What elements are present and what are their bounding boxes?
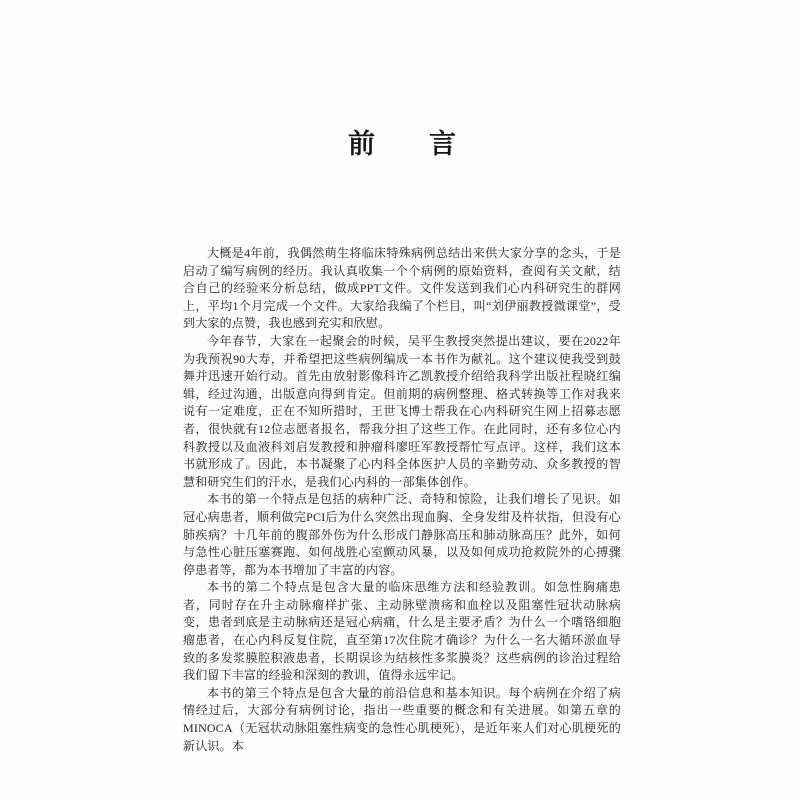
page-title: 前 言 bbox=[348, 129, 456, 160]
paragraph-feature-two: 本书的第二个特点是包含大量的临床思维方法和经验教训。如急性胸痛患者，同时存在升主动脉瘤样扩张、主动脉壁溃疡和血栓以及阻塞性冠状动脉病变，患者到底是主动脉病还是冠心病痛，什么是主要矛盾？为什么一个嗜铬细胞瘤患者，在心内科反复住院，直至第17次住院才确诊？为什么一名大循环淤血导致的多发浆膜腔积液患者，长期误诊为结核性多浆膜炎？这些病例的诊治过程给我们留下丰富的经验和深刻的教训，值得永远牢记。 bbox=[183, 580, 621, 683]
preface-body bbox=[183, 245, 621, 755]
paragraph-feature-three: 本书的第三个特点是包含大量的前沿信息和基本知识。每个病例在介绍了病情经过后，大部分有病例讨论，指出一些重要的概念和有关进展。如第五章的MINOCA（无冠状动脉阻塞性病变的急性心肌梗死），是近年来人们对心肌梗死的新认识。本 bbox=[183, 685, 621, 753]
paragraph-origin-story: 大概是4年前，我偶然萌生将临床特殊病例总结出来供大家分享的念头，于是启动了编写病例的经历。我认真收集一个个病例的原始资料，查阅有关文献，结合自己的经验来分析总结，做成PPT文件。文件发送到我们心内科研究生的群网上，平均1个月完成一个文件。大家给我编了个栏目，叫“刘伊丽教授微课堂”，受到大家的点赞，我也感到充实和欣慰。 bbox=[183, 246, 621, 331]
paragraph-feature-one: 本书的第一个特点是包括的病种广泛、奇特和惊险，让我们增长了见识。如冠心病患者，顺利做完PCI后为什么突然出现血胸、全身发绀及杵状指，但没有心肺疾病？十几年前的腹部外伤为什么形成门静脉高压和肺动脉高压？此外，如何与急性心脏压塞赛跑、如何战胜心室颤动风暴，以及如何成功抢救院外的心搏骤停患者等，都为本书增加了丰富的内容。 bbox=[183, 492, 621, 577]
paragraph-book-creation: 今年春节，大家在一起聚会的时候，吴平生教授突然提出建议，要在2022年为我预祝90大寿，并希望把这些病例编成一本书作为献礼。这个建议使我受到鼓舞并迅速开始行动。首先由放射影像科许乙凯教授介绍给我科学出版社程晓红编辑，经过沟通，出版意向得到肯定。但前期的病例整理、格式转换等工作对我来说有一定难度，正在不知所措时，王世飞博士帮我在心内科研究生网上招募志愿者，很快就有12位志愿者报名，帮我分担了这些工作。在此同时，还有多位心内科教授以及血液科刘启发教授和肿瘤科廖旺军教授帮忙写点评。这样，我们这本书就形成了。因此，本书凝聚了心内科全体医护人员的辛勤劳动、众多教授的智慧和研究生们的汗水，是我们心内科的一部集体创作。 bbox=[183, 333, 621, 489]
